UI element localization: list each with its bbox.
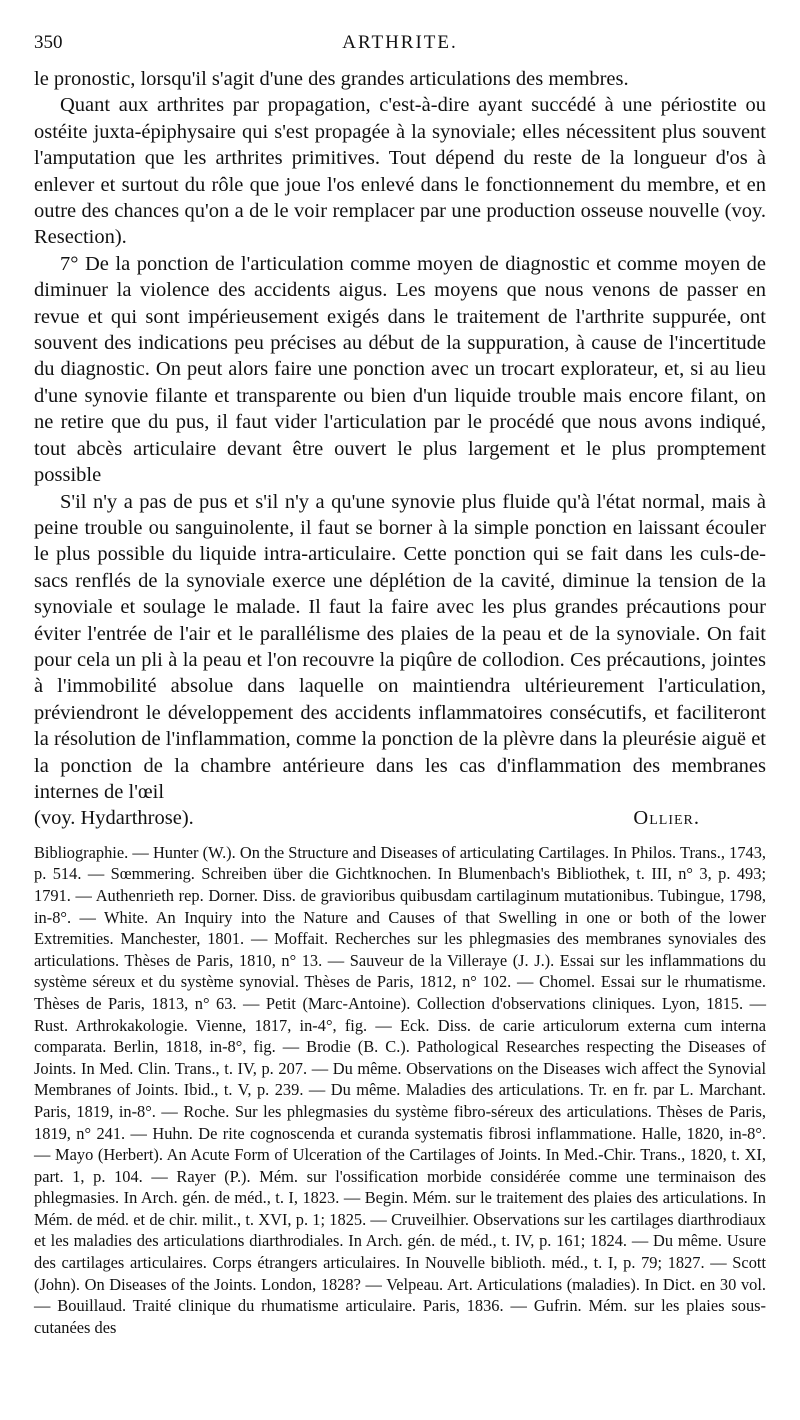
body-text: [34, 66, 766, 832]
page-header: [34, 28, 766, 58]
bibliography: Bibliographie. — Hunter (W.). On the Structure and Diseases of articulating Cartilages. In Philos. Trans., 1743, p. 514. — Sœmmering. Schreiben über die Gichtknochen. In Blumenbach's Bibliothek, t. III, n° 3, p. 493; 1791. — Authenrieth rep. Dorner. Diss. de gravioribus quibusdam cartilaginum mutationibus. Tubingue, 1798, in-8°. — White. An Inquiry into the Nature and Causes of that Swelling in one or both of the lower Extremities. Manchester, 1801. — Moffait. Recherches sur les phlegmasies des membranes synoviales des articulations. Thèses de Paris, 1810, n° 13. — Sauveur de la Villeraye (J. J.). Essai sur les inflammations du système séreux et du système synovial. Thèses de Paris, 1812, n° 102. — Chomel. Essai sur le rhumatisme. Thèses de Paris, 1813, n° 63. — Petit (Marc-Antoine). Collection d'observations cliniques. Lyon, 1815. — Rust. Arthrokakologie. Vienne, 1817, in-4°, fig. — Eck. Diss. de carie articulorum externa cum interna comparata. Berlin, 1818, in-8°, fig. — Brodie (B. C.). Pathological Researches respecting the Diseases of Joints. In Med. Clin. Trans., t. IV, p. 207. — Du même. Observations on the Diseases wich affect the Synovial Membranes of Joints. Ibid., t. V, p. 239. — Du même. Maladies des articulations. Tr. en fr. par L. Marchant. Paris, 1819, in-8°. — Roche. Sur les phlegmasies du système fibro-séreux des articulations. Thèses de Paris, 1819, n° 241. — Huhn. De rite cognoscenda et curanda systematis fibrosi inflammatione. Halle, 1820, in-8°. — Mayo (Herbert). An Acute Form of Ulceration of the Cartilages of Joints. In Med.-Chir. Trans., 1820, t. XI, part. 1, p. 104. — Rayer (P.). Mém. sur l'ossification morbide considérée comme une terminaison des phlegmasies. In Arch. gén. de méd., t. I, 1823. — Begin. Mém. sur le traitement des plaies des articulations. In Mém. de méd. et de chir. milit., t. XVI, p. 1; 1825. — Cruveilhier. Observations sur les cartilages diarthrodiaux et les maladies des articulations diarthrodiales. In Arch. gén. de méd., t. IV, p. 161; 1824. — Du même. Usure des cartilages articulaires. Corps étrangers articulaires. In Nouvelle biblioth. méd., t. I, p. 79; 1827. — Scott (John). On Diseases of the Joints. London, 1828? — Velpeau. Art. Articulations (maladies). In Dict. en 30 vol. — Bouillaud. Traité clinique du rhumatisme articulaire. Paris, 1836. — Gufrin. Mém. sur les plaies sous-cutanées des: [34, 842, 766, 1337]
paragraph-4: S'il n'y a pas de pus et s'il n'y a qu'une synovie plus fluide qu'à l'état normal, mais à peine trouble ou sanguinolente, il faut se borner à la simple ponction en laissant écouler le plus possible du liquide intra-articulaire. Cette ponction qui se fait dans les culs-de-sacs renflés de la synoviale exerce une déplétion de la cavité, diminue la tension de la synoviale et soulage le malade. Il faut la faire avec les plus grandes précautions pour éviter l'entrée de l'air et le parallélisme des plaies de la peau et de la synoviale. On fait pour cela un pli à la peau et l'on recouvre la piqûre de collodion. Ces précautions, jointes à l'immobilité absolue dans laquelle on maintiendra ultérieurement l'articulation, préviendront le développement des accidents inflammatoires consécutifs, et faciliteront la résolution de l'inflammation, comme la ponction de la plèvre dans la pleurésie aiguë et la ponction de la chambre antérieure dans les cas d'inflammation des membranes internes de l'œil: [34, 490, 766, 803]
paragraph-3: 7° De la ponction de l'articulation comme moyen de diagnostic et comme moyen de diminuer la violence des accidents aigus. Les moyens que nous venons de passer en revue et qui sont impérieusement exigés dans le traitement de l'arthrite suppurée, ont souvent des indications peu précises au début de la suppuration, à cause de l'incertitude du diagnostic. On peut alors faire une ponction avec un trocart explorateur, et, si au lieu d'une synovie filante et transparente ou bien d'un liquide trouble mais encore filant, on ne retire que du pus, il faut vider l'articulation par le procédé que nous avons indiqué, tout abcès articulaire devant être ouvert le plus largement et le plus promptement possible: [34, 252, 766, 487]
running-title: ARTHRITE.: [342, 32, 458, 53]
paragraph-2: Quant aux arthrites par propagation, c'est-à-dire ayant succédé à une périostite ou ostéite juxta-épiphysaire qui s'est propagée à la synoviale; elles nécessitent plus souvent l'amputation que les arthrites primitives. Tout dépend du reste de la longueur d'os à enlever et surtout du rôle que joue l'os enlevé dans le fonctionnement du membre, et en outre des chances qu'on a de le voir remplacer par une production osseuse nouvelle (voy. Resection).: [34, 94, 766, 249]
paragraph-1: le pronostic, lorsqu'il s'agit d'une des grandes articulations des membres.: [34, 68, 629, 90]
page-number: 350: [34, 32, 63, 53]
closing-line: [34, 805, 766, 831]
author-signature: Ollier.: [633, 807, 700, 830]
cross-reference: (voy. Hydarthrose).: [34, 807, 194, 830]
